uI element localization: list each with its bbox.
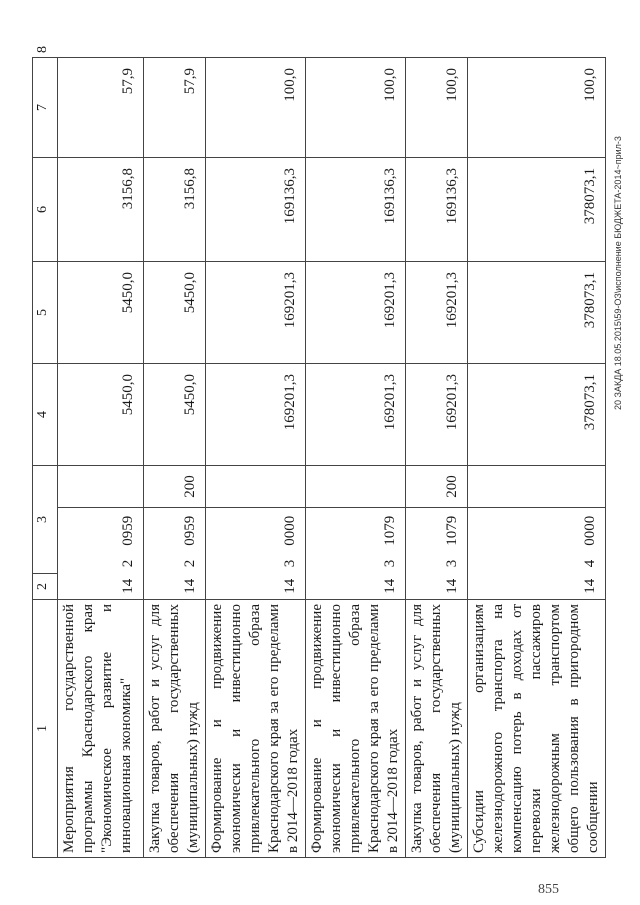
table-header-row: 1 2 3 4 5 6 7 8 bbox=[33, 57, 58, 857]
col-header: 2 bbox=[33, 574, 58, 600]
row-col6-value: 378073,1 bbox=[468, 261, 606, 363]
budget-table bbox=[32, 45, 606, 858]
row-name: Формирование и продвижение экономически и инвестиционно привлекательного образа Краснодарского края за его пределами в 2014—2018 годах bbox=[206, 600, 306, 858]
row-target-code: 0000 bbox=[206, 508, 306, 554]
row-col5-value: 169201,3 bbox=[206, 363, 306, 465]
table-row bbox=[206, 57, 306, 857]
row-expense-type-code bbox=[306, 465, 406, 507]
row-subsection-code: 3 bbox=[306, 554, 406, 574]
row-col7-value: 169136,3 bbox=[306, 157, 406, 261]
table-row bbox=[406, 57, 468, 857]
row-col7-value: 169136,3 bbox=[206, 157, 306, 261]
row-col7-value: 378073,1 bbox=[468, 157, 606, 261]
side-file-path: 20 ЗАКДА 18.05.2015\59-ОЗ\исполнение БЮДЖЕТА-2014~прил-3 bbox=[613, 136, 623, 410]
row-subsection-code: 4 bbox=[468, 554, 606, 574]
row-expense-type-code bbox=[468, 465, 606, 507]
col-header: 6 bbox=[33, 157, 58, 261]
row-section-code: 14 bbox=[468, 574, 606, 600]
table-row bbox=[58, 57, 144, 857]
col-header: 4 bbox=[33, 363, 58, 465]
row-col7-value: 3156,8 bbox=[144, 157, 206, 261]
row-subsection-code: 2 bbox=[58, 554, 144, 574]
row-target-code: 0959 bbox=[144, 508, 206, 554]
row-section-code: 14 bbox=[406, 574, 468, 600]
row-target-code: 0959 bbox=[58, 508, 144, 554]
row-col7-value: 169136,3 bbox=[406, 157, 468, 261]
row-section-code: 14 bbox=[58, 574, 144, 600]
row-col8-value: 57,9 bbox=[144, 57, 206, 157]
col-header: 7 bbox=[33, 57, 58, 157]
row-col6-value: 169201,3 bbox=[306, 261, 406, 363]
row-target-code: 0000 bbox=[468, 508, 606, 554]
page-number: 855 bbox=[538, 882, 559, 897]
row-section-code: 14 bbox=[144, 574, 206, 600]
row-col6-value: 169201,3 bbox=[406, 261, 468, 363]
row-col5-value: 5450,0 bbox=[144, 363, 206, 465]
row-col8-value: 100,0 bbox=[206, 57, 306, 157]
table-row bbox=[144, 57, 206, 857]
row-expense-type-code bbox=[206, 465, 306, 507]
row-target-code: 1079 bbox=[306, 508, 406, 554]
row-target-code: 1079 bbox=[406, 508, 468, 554]
row-section-code: 14 bbox=[206, 574, 306, 600]
table-row bbox=[468, 57, 606, 857]
row-col8-value: 100,0 bbox=[306, 57, 406, 157]
table-row bbox=[306, 57, 406, 857]
col-header: 5 bbox=[33, 261, 58, 363]
row-col5-value: 378073,1 bbox=[468, 363, 606, 465]
table-body bbox=[58, 57, 606, 857]
row-section-code: 14 bbox=[306, 574, 406, 600]
row-expense-type-code: 200 bbox=[406, 465, 468, 507]
col-header: 3 bbox=[33, 465, 58, 573]
row-col6-value: 5450,0 bbox=[58, 261, 144, 363]
row-expense-type-code: 200 bbox=[144, 465, 206, 507]
row-name: Закупка товаров, работ и услуг для обеспечения государственных (муниципальных) нужд bbox=[406, 600, 468, 858]
row-col8-value: 57,9 bbox=[58, 57, 144, 157]
row-name: Мероприятия государственной программы Краснодарского края "Экономическое развитие и инновационная экономика" bbox=[58, 600, 144, 858]
row-col8-value: 100,0 bbox=[406, 57, 468, 157]
row-expense-type-code bbox=[58, 465, 144, 507]
row-col5-value: 169201,3 bbox=[406, 363, 468, 465]
row-col6-value: 169201,3 bbox=[206, 261, 306, 363]
row-col5-value: 5450,0 bbox=[58, 363, 144, 465]
col-header: 1 bbox=[33, 600, 58, 858]
row-name: Закупка товаров, работ и услуг для обеспечения государственных (муниципальных) нужд bbox=[144, 600, 206, 858]
row-col8-value: 100,0 bbox=[468, 57, 606, 157]
budget-table-rotated bbox=[32, 45, 601, 858]
row-subsection-code: 3 bbox=[406, 554, 468, 574]
row-name: Субсидии организациям железнодорожного транспорта на компенсацию потерь в доходах от перевозки пассажиров железнодорожным транспортом общего пользования в пригородном сообщении bbox=[468, 600, 606, 858]
row-subsection-code: 2 bbox=[144, 554, 206, 574]
row-col6-value: 5450,0 bbox=[144, 261, 206, 363]
row-subsection-code: 3 bbox=[206, 554, 306, 574]
row-name: Формирование и продвижение экономически и инвестиционно привлекательного образа Краснодарского края за его пределами в 2014—2018 годах bbox=[306, 600, 406, 858]
row-col5-value: 169201,3 bbox=[306, 363, 406, 465]
row-col7-value: 3156,8 bbox=[58, 157, 144, 261]
